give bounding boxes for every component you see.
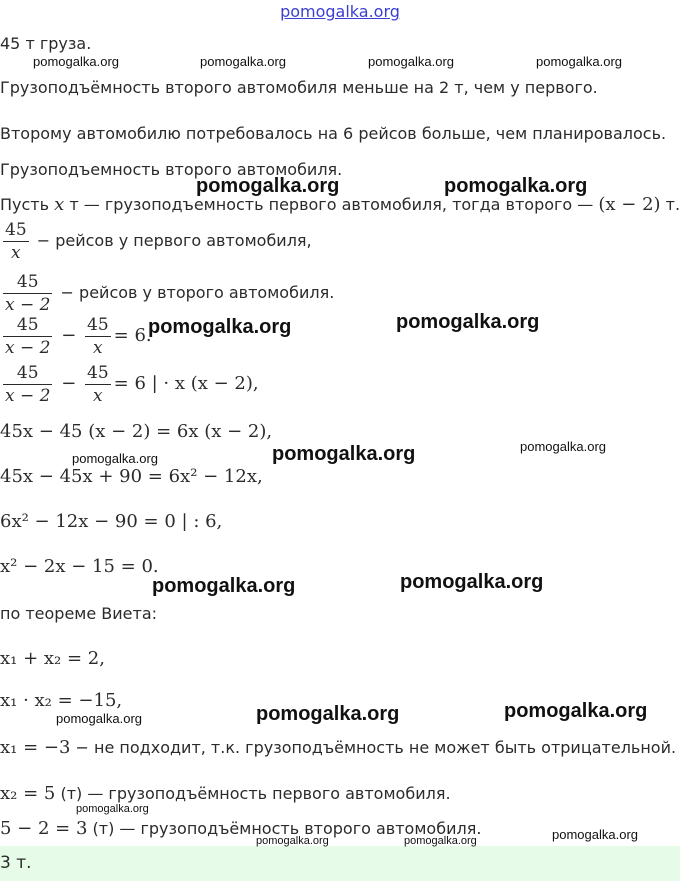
- fraction-45-x-2: [3, 314, 52, 359]
- line-capacity-diff: Грузоподъёмность второго автомобиля меньше на 2 т, чем у первого.: [0, 78, 598, 97]
- watermark: pomogalka.org: [256, 703, 400, 725]
- watermark: pomogalka.org: [72, 451, 158, 466]
- watermark: pomogalka.org: [504, 700, 648, 722]
- watermark: pomogalka.org: [196, 175, 340, 197]
- let-x-middle: т — грузоподъемность первого автомобиля, тогда второго —: [64, 195, 599, 214]
- line-equation-1: $\frac{45}{x - 2}$ − $\frac{45}{x}$ = 6.: [5, 315, 152, 358]
- fraction-numerator: 45: [87, 315, 109, 335]
- fraction-denominator: x: [3, 241, 29, 264]
- line-cargo: 45 т груза.: [0, 34, 92, 53]
- line-trips-second: [0, 271, 334, 316]
- line-find: Грузоподъемность второго автомобиля.: [0, 160, 343, 179]
- equation-1-rhs: = 6.: [113, 325, 152, 346]
- answer-box: [0, 846, 680, 881]
- line-trips-diff: Второму автомобилю потребовалось на 6 рейсов больше, чем планировалось.: [0, 124, 667, 143]
- watermark: pomogalka.org: [152, 575, 296, 597]
- watermark: pomogalka.org: [272, 443, 416, 465]
- line-vieta-product: x₁ · x₂ = −15,: [0, 690, 123, 711]
- fraction-numerator: 45: [16, 315, 39, 335]
- watermark: pomogalka.org: [520, 439, 606, 454]
- line-equation-3: 45x − 45 (x − 2) = 6x (x − 2),: [0, 421, 273, 442]
- root-1-text: − не подходит, т.к. грузоподъёмность не может быть отрицательной.: [70, 738, 677, 757]
- watermark: pomogalka.org: [33, 54, 119, 69]
- fraction-45-x-2: [3, 362, 52, 407]
- fraction-denominator: x: [85, 336, 111, 359]
- root-2-text: (т) — грузоподъёмность первого автомобиля.: [55, 784, 451, 803]
- watermark: pomogalka.org: [400, 571, 544, 593]
- fraction-numerator: 45: [87, 363, 109, 383]
- trips-first-text: − рейсов у первого автомобиля,: [31, 231, 312, 250]
- fraction-denominator: x − 2: [5, 386, 51, 406]
- second-capacity-math: 5 − 2 = 3: [0, 818, 88, 839]
- second-capacity-text: (т) — грузоподъёмность второго автомобиля.: [87, 819, 482, 838]
- let-x-suffix: т.: [660, 195, 680, 214]
- trips-second-text: − рейсов у второго автомобиля.: [55, 283, 335, 302]
- root-2-math: x₂ = 5: [0, 783, 56, 804]
- fraction-numerator: 45: [5, 220, 27, 240]
- watermark: pomogalka.org: [396, 311, 540, 333]
- let-x-prefix: Пусть: [0, 195, 55, 214]
- line-vieta-sum: x₁ + x₂ = 2,: [0, 648, 105, 669]
- fraction-denominator: x: [85, 384, 111, 407]
- line-equation-2: $\frac{45}{x - 2}$ − $\frac{45}{x}$ = 6 | · x (x − 2),: [5, 363, 259, 406]
- line-equation-4: 45x − 45x + 90 = 6x² − 12x,: [0, 466, 263, 487]
- watermark: pomogalka.org: [256, 835, 329, 847]
- answer-text: 3 т.: [0, 853, 32, 873]
- site-header-link[interactable]: pomogalka.org: [280, 2, 400, 21]
- line-root-1: [0, 737, 676, 759]
- watermark: pomogalka.org: [552, 827, 638, 842]
- fraction-45-x-2: [3, 271, 52, 316]
- fraction-45-x: [85, 362, 111, 407]
- fraction-45-x: [3, 219, 29, 264]
- equation-2-rhs: = 6 | · x (x − 2),: [113, 373, 259, 394]
- watermark: pomogalka.org: [76, 803, 149, 815]
- line-vieta: по теореме Виета:: [0, 604, 158, 623]
- watermark: pomogalka.org: [56, 711, 142, 726]
- fraction-numerator: 45: [16, 272, 39, 292]
- let-x-var: x: [54, 194, 65, 215]
- fraction-numerator: 45: [16, 363, 39, 383]
- line-equation-5: 6x² − 12x − 90 = 0 | : 6,: [0, 511, 223, 532]
- watermark: pomogalka.org: [368, 54, 454, 69]
- line-trips-first: [0, 219, 312, 264]
- fraction-denominator: x − 2: [5, 295, 51, 315]
- line-root-2: [0, 783, 451, 805]
- fraction-45-x: [85, 314, 111, 359]
- watermark: pomogalka.org: [404, 835, 477, 847]
- root-1-math: x₁ = −3: [0, 737, 71, 758]
- watermark: pomogalka.org: [148, 316, 292, 338]
- watermark: pomogalka.org: [536, 54, 622, 69]
- let-x-second: (x − 2): [598, 194, 661, 215]
- watermark: pomogalka.org: [444, 175, 588, 197]
- fraction-denominator: x − 2: [5, 338, 51, 358]
- watermark: pomogalka.org: [200, 54, 286, 69]
- line-equation-6: x² − 2x − 15 = 0.: [0, 556, 159, 577]
